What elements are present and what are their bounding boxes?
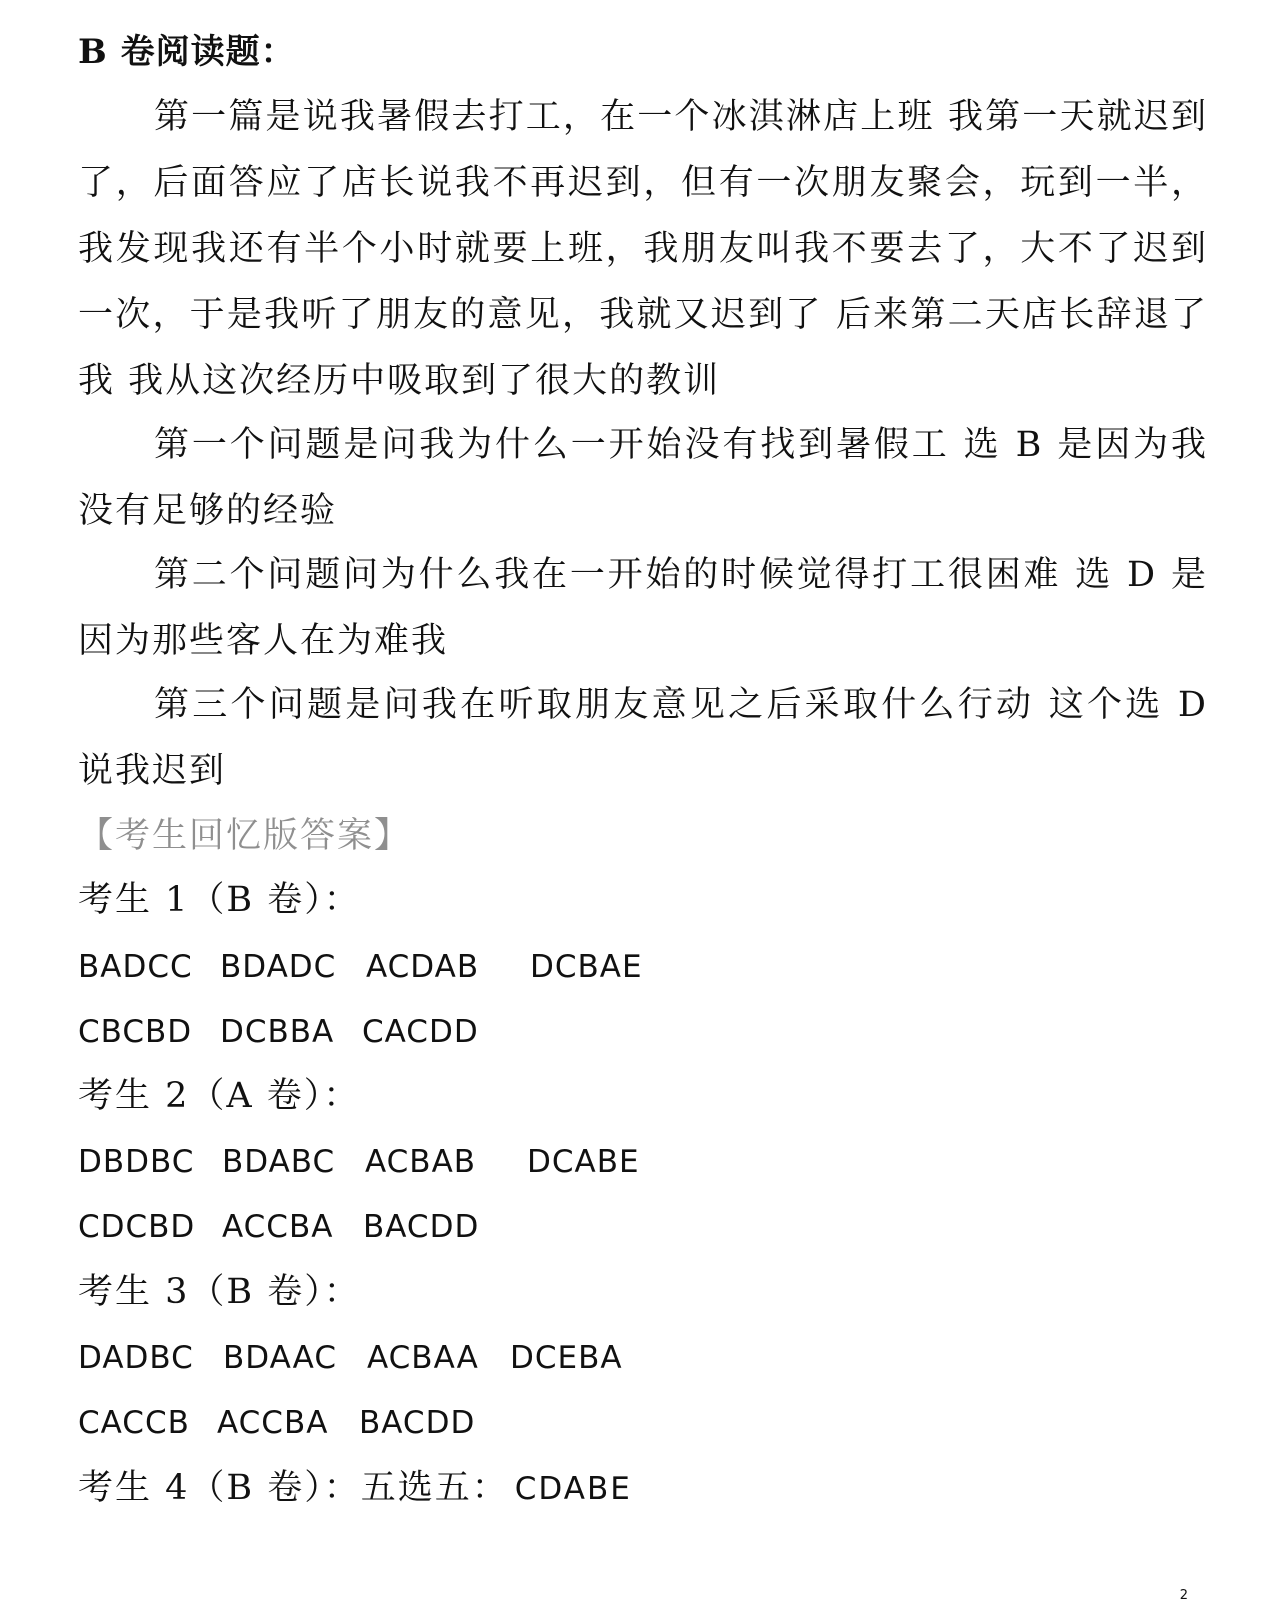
answer-group: BACDD bbox=[359, 1405, 476, 1441]
student-4-label: 考生 4（B 卷）： bbox=[78, 1468, 361, 1508]
student-4-extra-label: 五选五： bbox=[360, 1468, 509, 1508]
student-1-label: 考生 1（B 卷）： bbox=[78, 880, 361, 920]
answer-group: ACCBA bbox=[217, 1405, 329, 1441]
answer-group: DBDBC bbox=[78, 1144, 195, 1180]
answer-group: ACBAA bbox=[367, 1340, 479, 1376]
answer-group: ACBAB bbox=[365, 1144, 477, 1180]
student-2-label: 考生 2（A 卷）： bbox=[78, 1076, 361, 1116]
answer-group: CACCB bbox=[78, 1405, 190, 1441]
student-3-label: 考生 3（B 卷）： bbox=[78, 1272, 361, 1312]
answer-group: DCBAE bbox=[530, 949, 643, 985]
question-2-explanation: 第二个问题问为什么我在一开始的时候觉得打工很困难 选 D 是因为那些客人在为难我 bbox=[78, 555, 1208, 661]
page-number: 2 bbox=[1179, 1588, 1188, 1603]
answer-group: CDCBD bbox=[78, 1209, 196, 1245]
answer-group: ACDAB bbox=[366, 949, 480, 985]
question-3-explanation: 第三个问题是问我在听取朋友意见之后采取什么行动 这个选 D 说我迟到 bbox=[78, 685, 1208, 791]
answer-group: BDABC bbox=[222, 1144, 336, 1180]
student-4-extra-answer: CDABE bbox=[514, 1471, 632, 1507]
section-title: B 卷阅读题： bbox=[78, 32, 296, 72]
answer-group: BDAAC bbox=[223, 1340, 337, 1376]
answer-group: DCBBA bbox=[220, 1014, 335, 1050]
answer-group: CBCBD bbox=[78, 1014, 193, 1050]
answer-group: BDADC bbox=[220, 949, 337, 985]
answer-group: DCABE bbox=[527, 1144, 640, 1180]
answer-group: DADBC bbox=[78, 1340, 194, 1376]
answer-header: 【考生回忆版答案】 bbox=[78, 816, 412, 856]
answer-group: BACDD bbox=[363, 1209, 480, 1245]
answer-group: CACDD bbox=[362, 1014, 479, 1050]
answer-group: BADCC bbox=[78, 949, 193, 985]
question-1-explanation: 第一个问题是问我为什么一开始没有找到暑假工 选 B 是因为我没有足够的经验 bbox=[78, 425, 1208, 531]
answer-group: DCEBA bbox=[510, 1340, 623, 1376]
student-4-line bbox=[78, 1460, 632, 1517]
answer-group: ACCBA bbox=[222, 1209, 334, 1245]
passage-summary: 第一篇是说我暑假去打工，在一个冰淇淋店上班 我第一天就迟到了，后面答应了店长说我不再迟到，但有一次朋友聚会，玩到一半，我发现我还有半个小时就要上班，我朋友叫我不要去了，大不了迟到一次，于是我听了朋友的意见，我就又迟到了 后来第二天店长辞退了我 我从这次经历中吸取到了很大的教训 bbox=[78, 97, 1208, 401]
